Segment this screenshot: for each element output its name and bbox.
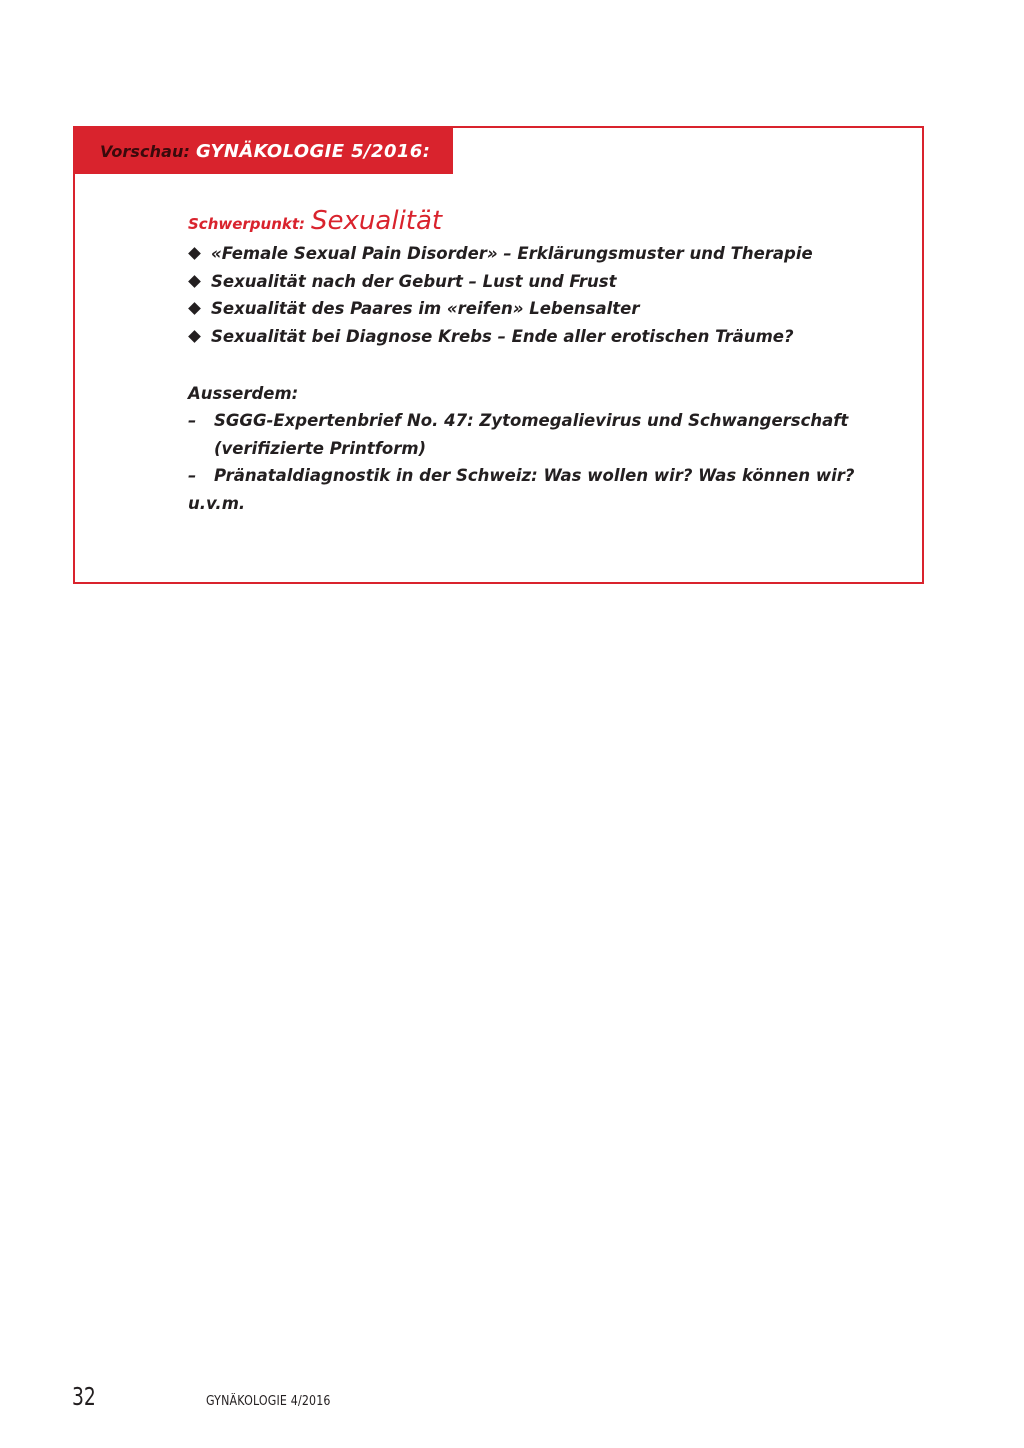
preview-box bbox=[73, 126, 924, 584]
topic-text: Sexualität des Paares im «reifen» Lebensalter bbox=[211, 299, 640, 319]
extra-item bbox=[188, 407, 898, 462]
topic-item bbox=[188, 240, 898, 268]
diamond-bullet-icon bbox=[188, 302, 201, 315]
diamond-bullet-icon bbox=[188, 247, 201, 260]
extra-text: Pränataldiagnostik in der Schweiz: Was wollen wir? Was können wir? bbox=[214, 466, 855, 485]
topic-list bbox=[188, 240, 898, 350]
dash-marker: – bbox=[188, 411, 197, 430]
preview-header-title: GYNÄKOLOGIE 5/2016: bbox=[196, 140, 431, 162]
preview-content bbox=[188, 206, 898, 517]
preview-header-prefix: Vorschau: bbox=[100, 141, 190, 161]
extra-list bbox=[188, 407, 898, 490]
topic-text: «Female Sexual Pain Disorder» – Erklärungsmuster und Therapie bbox=[211, 244, 813, 264]
also-label: Ausserdem: bbox=[188, 384, 299, 403]
page-footer bbox=[72, 1382, 353, 1411]
diamond-bullet-icon bbox=[188, 275, 201, 288]
extra-item bbox=[188, 462, 898, 490]
page-number: 32 bbox=[72, 1382, 96, 1411]
closing-text: u.v.m. bbox=[188, 493, 246, 513]
topic-text: Sexualität nach der Geburt – Lust und Frust bbox=[211, 271, 617, 291]
extra-text: SGGG-Expertenbrief No. 47: Zytomegalievirus und Schwangerschaft (verifizierte Printform) bbox=[214, 411, 849, 458]
focus-heading bbox=[188, 206, 898, 240]
preview-header-tab bbox=[75, 128, 453, 174]
running-title: GYNÄKOLOGIE 4/2016 bbox=[206, 1394, 331, 1409]
diamond-bullet-icon bbox=[188, 330, 201, 343]
topic-item bbox=[188, 295, 898, 323]
focus-title: Sexualität bbox=[311, 206, 443, 236]
focus-prefix: Schwerpunkt: bbox=[188, 215, 306, 233]
topic-item bbox=[188, 268, 898, 296]
topic-item bbox=[188, 323, 898, 351]
dash-marker: – bbox=[188, 466, 197, 485]
topic-text: Sexualität bei Diagnose Krebs – Ende aller erotischen Träume? bbox=[211, 326, 794, 346]
